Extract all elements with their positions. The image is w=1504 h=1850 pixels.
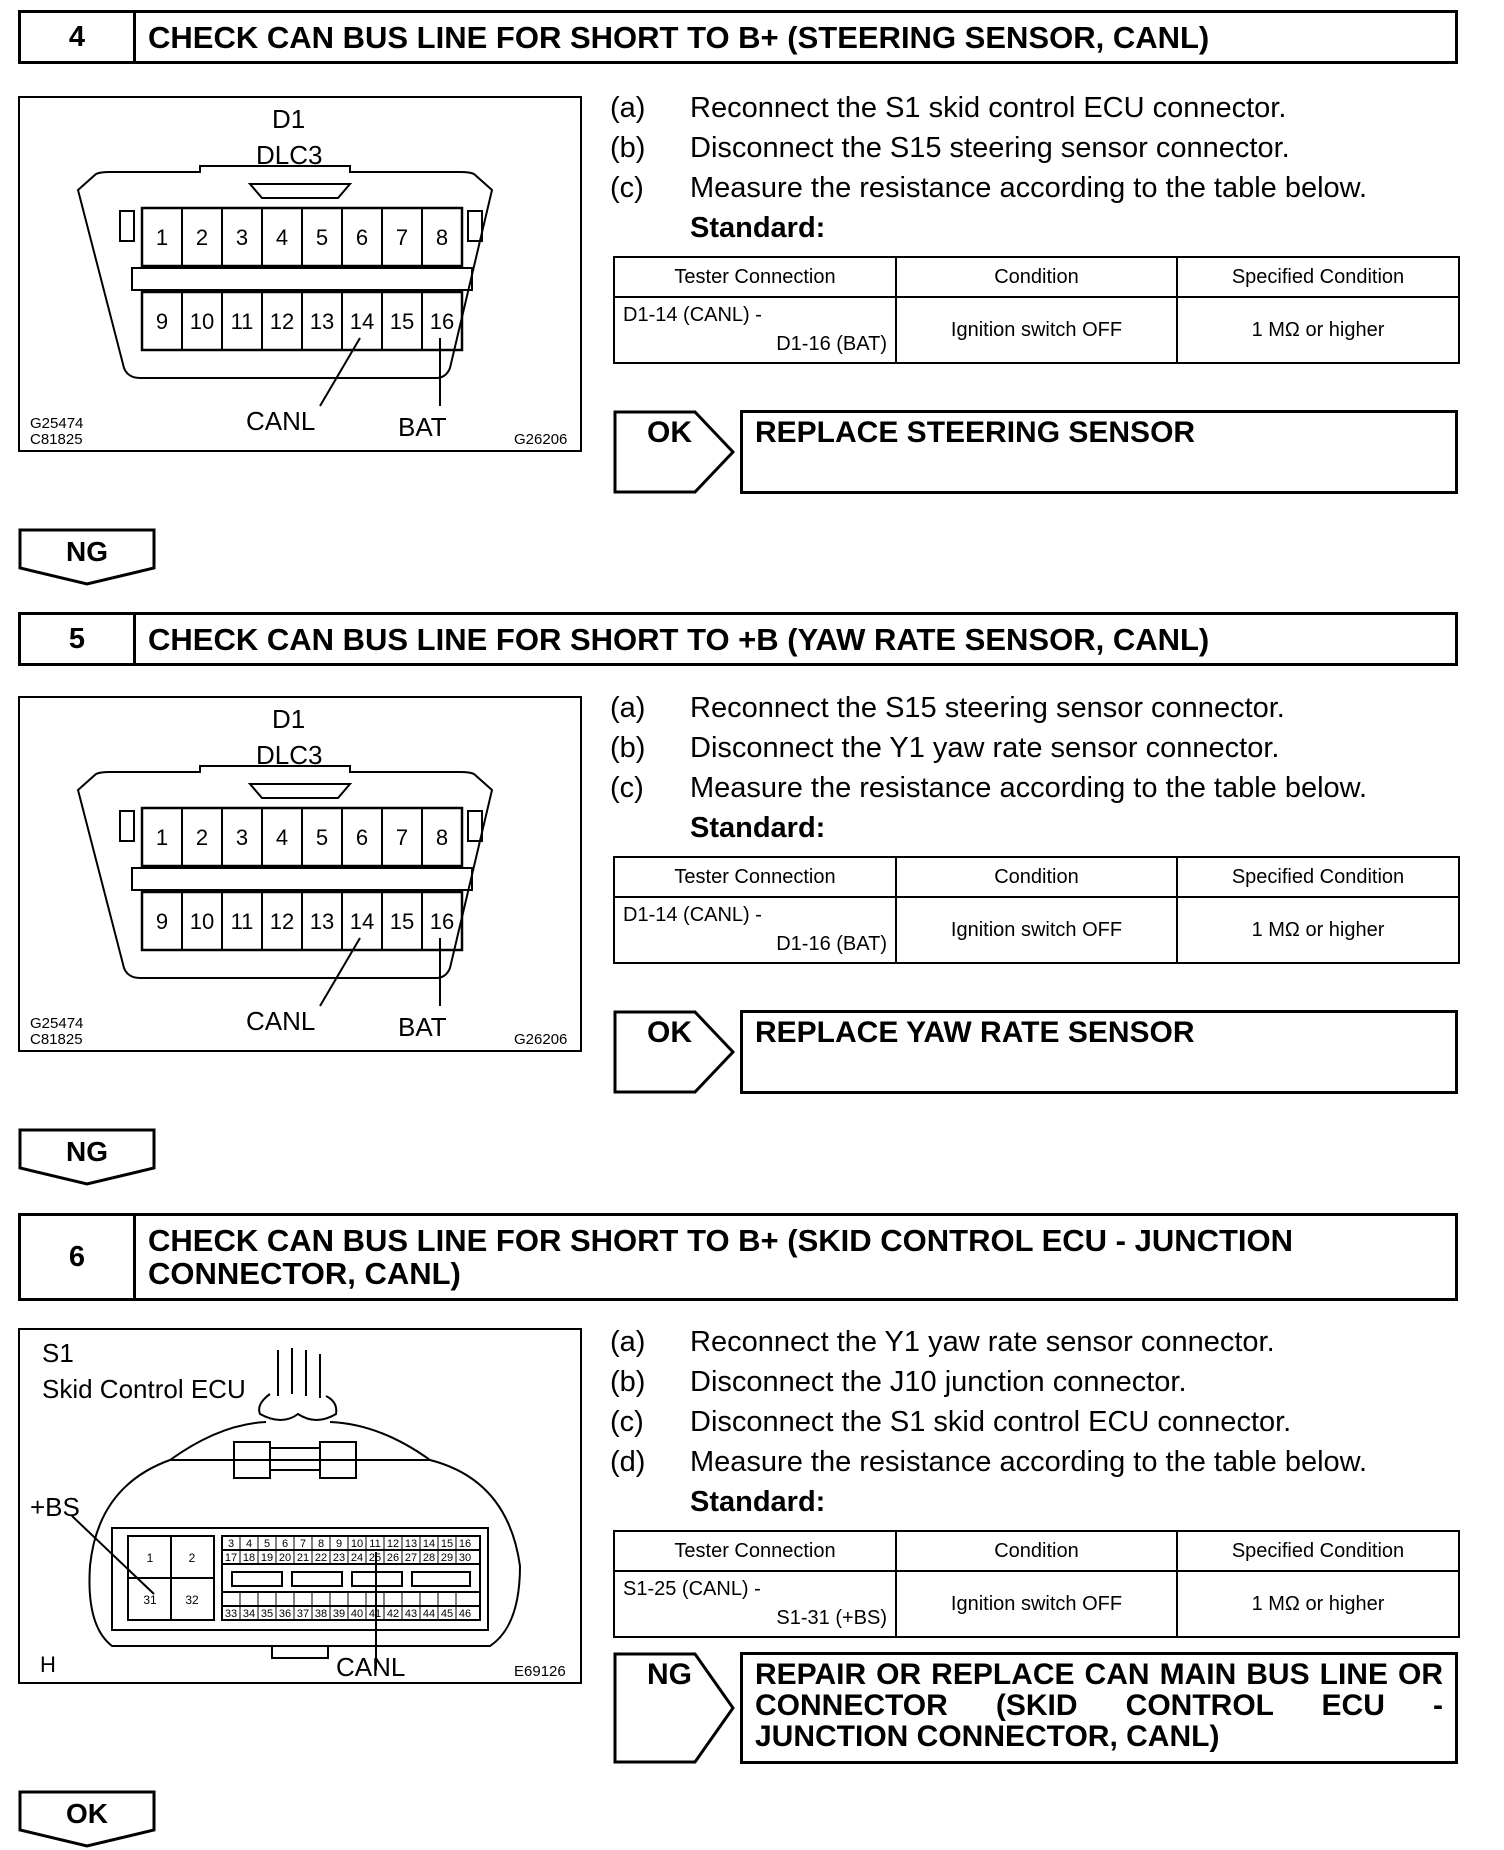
specified-cell: 1 MΩ or higher [1177,897,1459,963]
canl-label: CANL [336,1652,406,1682]
step-title: CHECK CAN BUS LINE FOR SHORT TO +B (YAW RATE SENSOR, CANL) [148,622,1210,657]
standard-label: Standard: [690,212,826,244]
instruction-item [610,1322,1460,1362]
pin-label: 2 [195,825,209,850]
pin-label: 33 [224,1608,238,1620]
figure-code: C81825 [30,431,83,448]
conn-line: D1-14 (CANL) - [623,904,762,926]
instruction-text: Reconnect the Y1 yaw rate sensor connector. [690,1326,1275,1358]
table-header: Condition [896,857,1177,897]
pin-label: 13 [309,309,335,334]
result-ok [613,1010,1458,1094]
pin-label: 10 [350,1538,364,1550]
figure-code: C81825 [30,1031,83,1048]
spec-table [613,1530,1460,1638]
pin-label: 4 [245,1538,253,1550]
table-header: Specified Condition [1177,857,1459,897]
pin-label: 10 [189,909,215,934]
connector-id: D1 [272,104,306,134]
instruction-item [610,768,1460,808]
pin-label: 14 [349,909,375,934]
instruction-item [610,728,1460,768]
dlc3-connector-drawing [20,98,584,454]
pin-label: 26 [386,1552,400,1564]
step-title: CHECK CAN BUS LINE FOR SHORT TO B+ (STEERING SENSOR, CANL) [148,20,1210,55]
pin-label: 42 [386,1608,400,1620]
pin-label: 9 [335,1538,343,1550]
canl-label: CANL [246,406,316,436]
canl-label: CANL [246,1006,316,1036]
pin-label: 20 [278,1552,292,1564]
pin-label: 16 [458,1538,472,1550]
pin-label: 35 [260,1608,274,1620]
connector-name: DLC3 [256,740,323,770]
table-header: Specified Condition [1177,257,1459,297]
instruction-letter: (a) [610,92,646,124]
flow-tag-label: OK [66,1798,108,1829]
pin-label: 7 [395,225,409,250]
instruction-text: Disconnect the S15 steering sensor connector. [690,132,1290,164]
instruction-letter: (d) [610,1446,646,1478]
pin-label: 6 [355,825,369,850]
instruction-item [610,688,1460,728]
pin-label: 43 [404,1608,418,1620]
pin-label: 5 [315,225,329,250]
bat-label: BAT [398,1012,447,1042]
step-number: 6 [21,1216,136,1298]
flow-tag-ng [18,528,156,584]
h-label: H [40,1652,56,1677]
result-label: OK [647,1016,692,1049]
pin-label: 38 [314,1608,328,1620]
pin-label: 40 [350,1608,364,1620]
pin-label: 30 [458,1552,472,1564]
instruction-letter: (c) [610,772,644,804]
condition-cell: Ignition switch OFF [896,297,1177,363]
table-header: Condition [896,257,1177,297]
instruction-text: Measure the resistance according to the table below. [690,1446,1368,1478]
skid-ecu-connector-drawing [20,1330,584,1686]
pin-label: 8 [435,225,449,250]
conn-line: D1-16 (BAT) [776,933,887,955]
table-header: Tester Connection [614,857,896,897]
dlc3-diagram [18,696,582,1052]
pin-label: 12 [269,909,295,934]
figure-code: E69126 [514,1663,566,1680]
connector-id: D1 [272,704,306,734]
pin-label: 24 [350,1552,364,1564]
instruction-item [610,168,1460,208]
pin-label: 16 [429,909,455,934]
pin-label: 21 [296,1552,310,1564]
dlc3-connector-drawing [20,698,584,1054]
step-6-header [18,1213,1458,1301]
specified-cell: 1 MΩ or higher [1177,297,1459,363]
pin-label: 32 [185,1593,199,1607]
result-text: REPLACE YAW RATE SENSOR [740,1010,1458,1094]
tester-connection-cell [614,897,896,963]
table-header: Condition [896,1531,1177,1571]
pin-label: 34 [242,1608,256,1620]
pin-label: 15 [389,309,415,334]
pin-label: 45 [440,1608,454,1620]
flow-tag-label: NG [66,1136,108,1167]
pin-label: 12 [386,1538,400,1550]
specified-cell: 1 MΩ or higher [1177,1571,1459,1637]
instruction-text: Disconnect the J10 junction connector. [690,1366,1187,1398]
pin-label: 9 [155,909,169,934]
pin-label: 7 [395,825,409,850]
pin-label: 14 [349,309,375,334]
instruction-letter: (a) [610,692,646,724]
tester-connection-cell [614,297,896,363]
step-number: 4 [21,13,136,61]
instruction-item [610,1362,1460,1402]
pin-label: 11 [230,909,254,934]
pin-label: 14 [422,1538,436,1550]
table-header: Tester Connection [614,1531,896,1571]
pin-label: 8 [317,1538,325,1550]
bat-label: BAT [398,412,447,442]
pin-label: 41 [368,1608,382,1620]
pin-label: 17 [224,1552,238,1564]
connector-name: DLC3 [256,140,323,170]
pin-label: 4 [275,825,289,850]
pin-label: 5 [315,825,329,850]
pin-label: 22 [314,1552,328,1564]
flow-tag-ng [18,1128,156,1184]
pin-label: 25 [368,1552,382,1564]
dlc3-diagram [18,96,582,452]
instruction-text: Disconnect the Y1 yaw rate sensor connector. [690,732,1280,764]
instruction-item [610,1442,1460,1482]
flow-tag-ok [18,1790,156,1846]
pin-label: 27 [404,1552,418,1564]
pin-label: 5 [263,1538,271,1550]
result-ok [613,410,1458,494]
pin-label: 28 [422,1552,436,1564]
table-row [614,1571,1459,1637]
connector-id: S1 [42,1338,74,1368]
pin-label: 37 [296,1608,310,1620]
flow-tag-label: NG [66,536,108,567]
table-row [614,297,1459,363]
pin-label: 39 [332,1608,346,1620]
pin-label: 7 [299,1538,307,1550]
pin-label: 3 [235,225,249,250]
spec-table [613,856,1460,964]
pin-label: 6 [355,225,369,250]
pin-label: 13 [309,909,335,934]
pin-label: 4 [275,225,289,250]
pin-label: 1 [146,1551,154,1565]
step-title: CHECK CAN BUS LINE FOR SHORT TO B+ (SKID CONTROL ECU - JUNCTION CONNECTOR, CANL) [148,1223,1294,1291]
pin-label: 16 [429,309,455,334]
pin-label: 1 [155,825,169,850]
pin-label: 11 [230,309,254,334]
instruction-item [610,1402,1460,1442]
spec-table [613,256,1460,364]
pin-label: 44 [422,1608,436,1620]
conn-line: D1-14 (CANL) - [623,304,762,326]
pin-label: 15 [440,1538,454,1550]
instruction-list [610,88,1460,248]
step-number: 5 [21,615,136,663]
tester-connection-cell [614,1571,896,1637]
table-header: Tester Connection [614,257,896,297]
pin-label: 31 [143,1593,157,1607]
pin-label: 9 [155,309,169,334]
pin-label: 3 [227,1538,235,1550]
pin-label: 2 [195,225,209,250]
conn-line: S1-31 (+BS) [776,1607,887,1629]
instruction-list [610,688,1460,848]
instruction-text: Measure the resistance according to the table below. [690,172,1368,204]
pin-label: 15 [389,909,415,934]
conn-line: S1-25 (CANL) - [623,1578,761,1600]
pin-label: 11 [369,1538,381,1550]
result-text: REPAIR OR REPLACE CAN MAIN BUS LINE OR CONNECTOR (SKID CONTROL ECU - JUNCTION CONNECTOR, CANL) [740,1652,1458,1764]
result-label: NG [647,1658,692,1691]
pin-label: 6 [281,1538,289,1550]
table-header: Specified Condition [1177,1531,1459,1571]
condition-cell: Ignition switch OFF [896,897,1177,963]
pin-label: 8 [435,825,449,850]
instruction-letter: (c) [610,1406,644,1438]
instruction-text: Measure the resistance according to the table below. [690,772,1368,804]
figure-code: G25474 [30,415,84,432]
conn-line: D1-16 (BAT) [776,333,887,355]
figure-code: G26206 [514,1031,568,1048]
pin-label: 23 [332,1552,346,1564]
instruction-item [610,128,1460,168]
result-label: OK [647,416,692,449]
figure-code: G25474 [30,1015,84,1032]
table-row [614,897,1459,963]
instruction-letter: (a) [610,1326,646,1358]
pin-label: 46 [458,1608,472,1620]
instruction-item [610,88,1460,128]
pin-label: 18 [242,1552,256,1564]
result-ng [613,1652,1458,1764]
instruction-letter: (b) [610,1366,646,1398]
instruction-list [610,1322,1460,1522]
instruction-letter: (b) [610,732,646,764]
instruction-letter: (c) [610,172,644,204]
pin-label: 12 [269,309,295,334]
standard-label: Standard: [690,1486,826,1518]
pin-label: 19 [260,1552,274,1564]
step-4-header [18,10,1458,64]
pin-label: 29 [440,1552,454,1564]
pin-label: 13 [404,1538,418,1550]
connector-name: Skid Control ECU [42,1374,246,1404]
pin-label: 1 [155,225,169,250]
pin-label: 10 [189,309,215,334]
bs-label: +BS [30,1492,80,1522]
instruction-letter: (b) [610,132,646,164]
skid-ecu-diagram [18,1328,582,1684]
figure-code: G26206 [514,431,568,448]
standard-label: Standard: [690,812,826,844]
instruction-text: Disconnect the S1 skid control ECU connector. [690,1406,1292,1438]
condition-cell: Ignition switch OFF [896,1571,1177,1637]
step-5-header [18,612,1458,666]
result-text: REPLACE STEERING SENSOR [740,410,1458,494]
pin-label: 36 [278,1608,292,1620]
instruction-text: Reconnect the S1 skid control ECU connector. [690,92,1287,124]
pin-label: 2 [188,1551,196,1565]
pin-label: 3 [235,825,249,850]
instruction-text: Reconnect the S15 steering sensor connector. [690,692,1285,724]
